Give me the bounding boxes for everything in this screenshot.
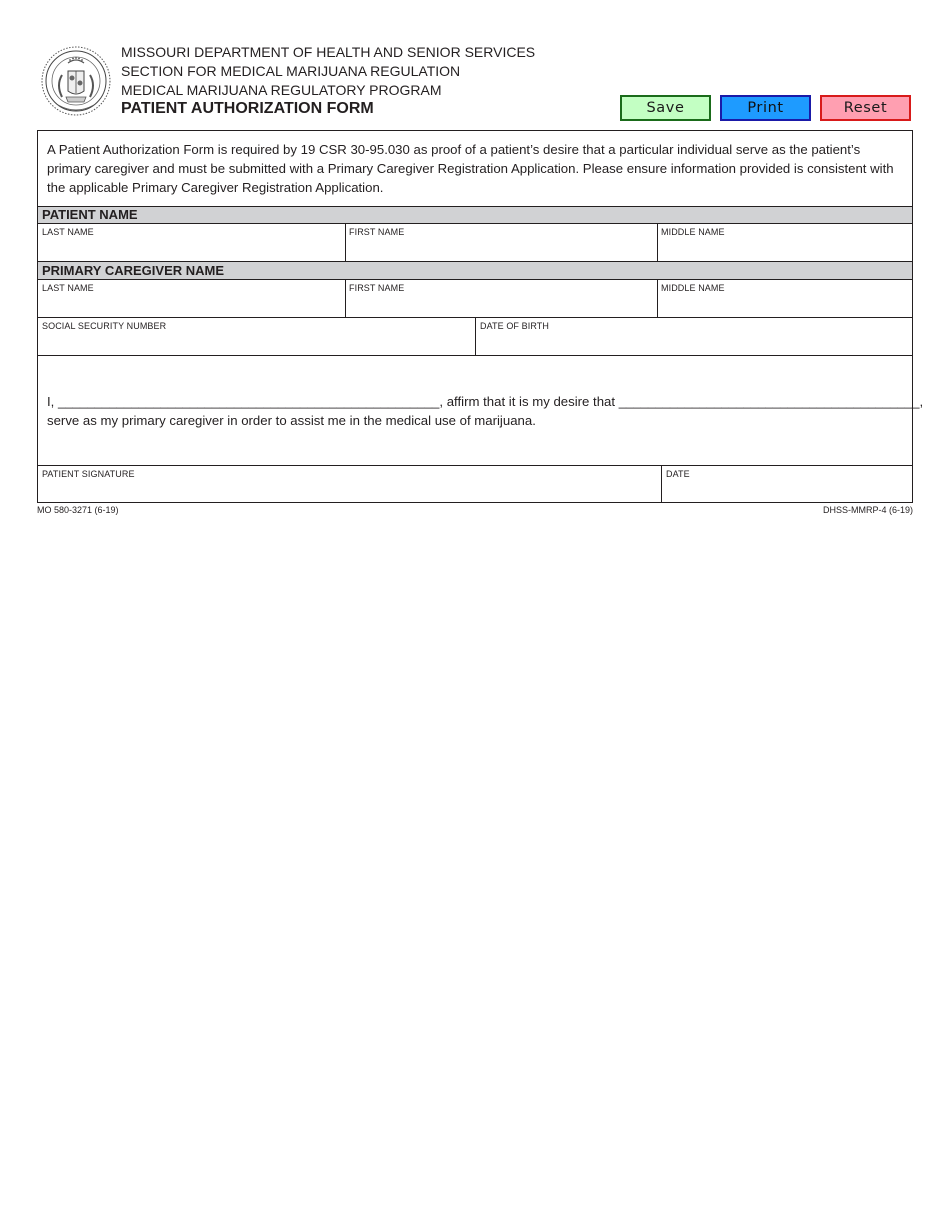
divider [38,261,912,262]
patient-signature-label: PATIENT SIGNATURE [42,469,135,479]
affirmation-line-1 [47,392,924,411]
affirmation-text: , affirm that it is my desire that [439,394,616,409]
patient-middle-name-input[interactable] [659,240,910,259]
ssn-label: SOCIAL SECURITY NUMBER [42,321,167,331]
dob-input[interactable] [478,334,910,353]
reset-button[interactable]: Reset [820,95,911,121]
divider [38,223,912,224]
caregiver-middle-name-label: MIDDLE NAME [661,283,725,293]
patient-first-name-label: FIRST NAME [349,227,405,237]
form-number: MO 580-3271 (6-19) [37,505,119,515]
missouri-seal-icon [40,45,112,117]
signature-date-input[interactable] [664,482,910,501]
patient-first-name-input[interactable] [347,240,655,259]
section-name: SECTION FOR MEDICAL MARIJUANA REGULATION [121,63,461,79]
caregiver-first-name-label: FIRST NAME [349,283,405,293]
caregiver-last-name-label: LAST NAME [42,283,94,293]
divider [38,279,912,280]
authorization-form [37,130,924,503]
caregiver-name-section-header: PRIMARY CAREGIVER NAME [38,262,912,279]
divider [475,317,476,355]
divider [38,465,912,466]
patient-name-blank: ____________________________________________________ [58,394,440,409]
caregiver-name-blank: _________________________________________ [618,394,920,409]
divider [657,223,658,261]
patient-last-name-input[interactable] [40,240,342,259]
patient-last-name-label: LAST NAME [42,227,94,237]
intro-text: A Patient Authorization Form is required by 19 CSR 30-95.030 as proof of a patient’s desire that a particular individual serve as the patient’s primary caregiver and must be submitted with a Primary Caregiver Registration Application. Please ensure information provided is consistent with the applicable Primary Caregiver Registration Application. [47,142,894,195]
dob-label: DATE OF BIRTH [480,321,549,331]
patient-name-section-header: PATIENT NAME [38,206,912,223]
form-code: DHSS-MMRP-4 (6-19) [822,505,913,515]
page-title: PATIENT AUTHORIZATION FORM [121,100,374,117]
divider [38,355,912,356]
patient-signature-input[interactable] [40,482,658,501]
agency-name: MISSOURI DEPARTMENT OF HEALTH AND SENIOR SERVICES [121,44,536,60]
patient-middle-name-label: MIDDLE NAME [661,227,725,237]
program-name: MEDICAL MARIJUANA REGULATORY PROGRAM [121,82,442,98]
affirmation-line-2: serve as my primary caregiver in order to assist me in the medical use of marijuana. [47,413,536,428]
ssn-input[interactable] [40,334,472,353]
caregiver-last-name-input[interactable] [40,296,342,315]
divider [38,206,912,207]
divider [345,279,346,317]
caregiver-first-name-input[interactable] [347,296,655,315]
signature-date-label: DATE [666,469,690,479]
divider [657,279,658,317]
caregiver-middle-name-input[interactable] [659,296,910,315]
divider [345,223,346,261]
print-button[interactable]: Print [720,95,811,121]
affirmation-text: I, [47,394,55,409]
divider [661,465,662,503]
affirmation-text: , [919,394,924,409]
save-button[interactable]: Save [620,95,711,121]
